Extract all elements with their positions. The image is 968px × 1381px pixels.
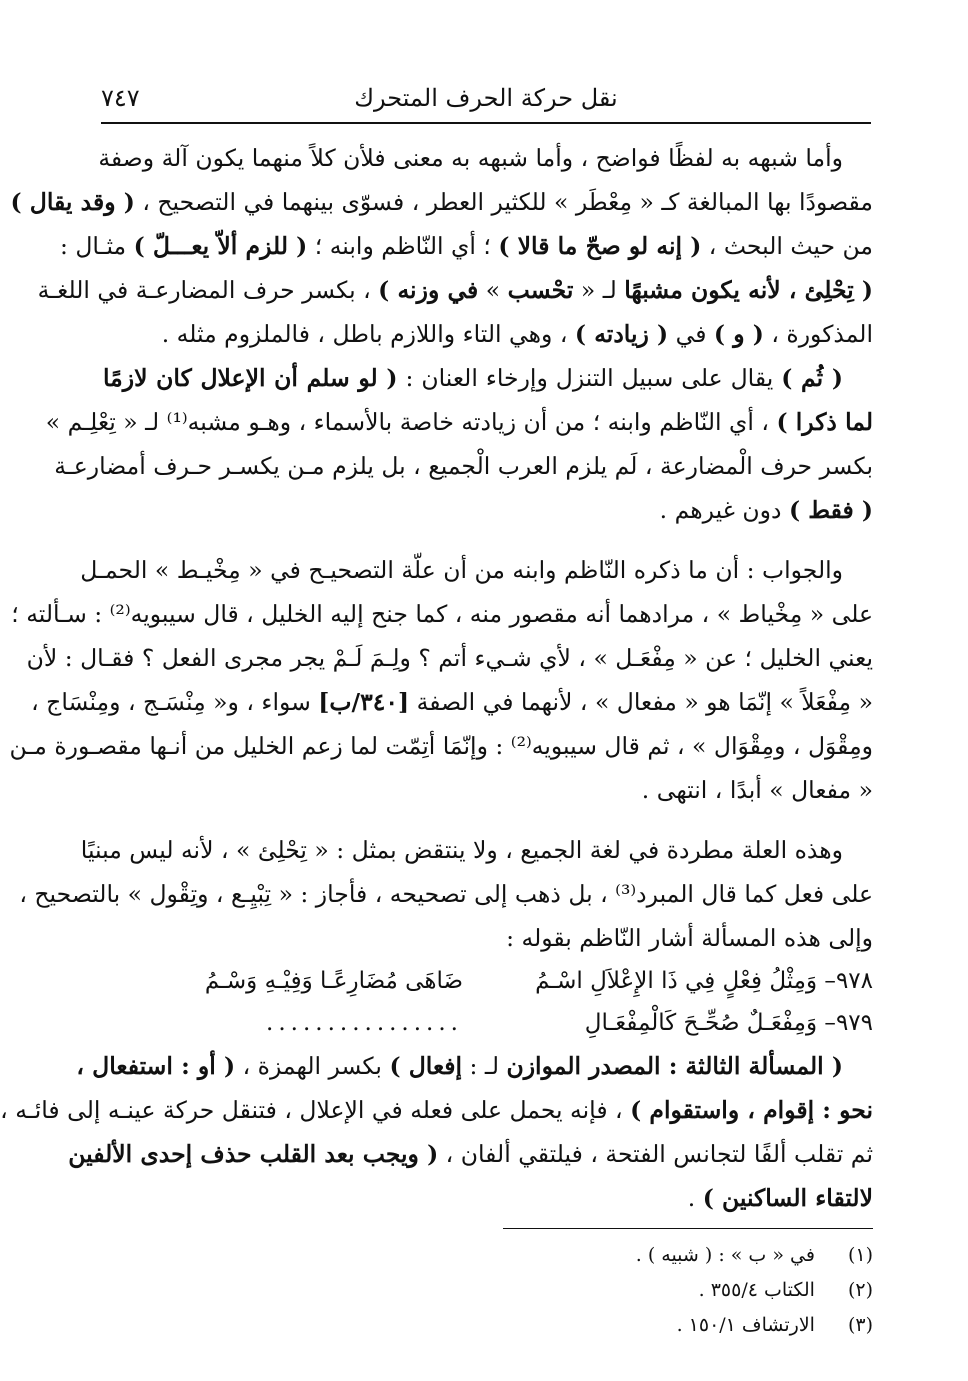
text-run: ومِقْوَل ، ومِقْوَال » ، ثم قال سيبويه⁽²⁾ : وإنّمَا أتِمّت لما زعم الخليل من أنـها مقصـورة مـن (9, 732, 873, 760)
footnote-number: (٣) (847, 1314, 873, 1336)
page-number: ٧٤٧ (101, 84, 140, 112)
text-run: ، وهي التاء واللازم باطل ، فالملزوم مثله . (161, 320, 575, 348)
text-line (54, 444, 873, 488)
verse-second-hemistich: ................ (266, 1010, 463, 1036)
bold-text-run: في وزنه ) (378, 276, 479, 304)
text-line (10, 180, 873, 224)
bold-text-run: ( ويجب بعد القلب حذف إحدى الألفين (68, 1140, 439, 1168)
footnote (273, 1308, 873, 1343)
text-run: « مفعال » أبدًا ، انتهى . (641, 776, 873, 804)
footnote-rule (503, 1228, 873, 1229)
footnote (273, 1238, 873, 1273)
text-run: دون غيرهم . (659, 496, 789, 524)
text-line (76, 1044, 873, 1088)
bold-text-run: ( ثُم ) (781, 364, 843, 392)
bold-text-run: ( أو : استفعال ، (76, 1052, 236, 1080)
bold-text-run: ( زيادته ) (574, 320, 669, 348)
text-run: ، فإنه يحمل على فعله في الإعلال ، فتنقل حركة عينـه إلى فائـه ، (0, 1096, 631, 1124)
text-run: يقال على سبيل التنزل وإرخاء العنان : (397, 364, 782, 392)
text-line (45, 400, 873, 444)
text-line (80, 548, 873, 592)
text-line (103, 916, 873, 960)
text-run: سواء ، و« مِنْسَـج ، ومِنْسَاج ، (31, 688, 319, 716)
footnote-text: الكتاب ٣٥٥/٤ . (698, 1279, 815, 1301)
footnote-number: (٢) (847, 1279, 873, 1301)
bold-text-run: إفعال ) (389, 1052, 463, 1080)
text-line (103, 1176, 873, 1220)
text-run: وإلى هذه المسألة أشار النّاظم بقوله : (506, 924, 873, 952)
bold-text-run: ( و ) (713, 320, 764, 348)
text-line (59, 224, 873, 268)
text-line (26, 636, 873, 680)
footnotes (273, 1238, 873, 1343)
text-line (11, 592, 873, 636)
footnote (273, 1273, 873, 1308)
text-line (19, 872, 873, 916)
text-line (31, 680, 873, 724)
bold-text-run: ( للزم ألاّ يعـــلّ ) (133, 232, 308, 260)
text-run: المذكورة ، (763, 320, 873, 348)
text-run: مثـال : (59, 232, 134, 260)
bold-text-run: ( المسألة الثالثة : المصدر الموازن (506, 1052, 843, 1080)
text-run: وهذه العلة مطردة في لغة الجميع ، ولا ينتقض بمثل : « تِحْلِئ » ، لأنه ليس مبنيًا (80, 836, 843, 864)
verse-first-hemistich: ٩٧٨– وَمِثْلُ فِعْلٍ فِي ذَا الإِعْلاَلِ اسْـمُ (535, 968, 873, 994)
text-run: من حيث البحث ، (701, 232, 873, 260)
text-run: لـ « (573, 276, 625, 304)
text-run: وأما شبهه به لفظًا فواضح ، وأما شبهه به معنى فلأن كلاً منهما يكون آلة وصفة (98, 144, 843, 172)
text-line (98, 136, 873, 180)
bold-text-run: لالتقاء الساكنين ) (702, 1184, 873, 1212)
footnote-text: في « ب » : ( شبيه ) . (635, 1244, 815, 1266)
text-line (103, 768, 873, 812)
text-run: . (687, 1184, 703, 1212)
text-line (68, 1132, 873, 1176)
footnote-text: الارتشاف ١٥٠/١ . (676, 1314, 815, 1336)
header-rule (101, 122, 871, 124)
text-run: والجواب : أن ما ذكره النّاظم وابنه من أن علّة التصحيـح في « مِخْيـط » الحمـل (80, 556, 843, 584)
text-line (80, 828, 873, 872)
text-line (103, 356, 873, 400)
main-text (0, 136, 873, 1220)
bold-text-run: ( وقد يقال ) (10, 188, 135, 216)
bold-text-run: ( تِحْلِئ ، لأنه يكون مشبهًا (624, 276, 873, 304)
text-run: ، بكسر حرف المضارعـة في اللغـة (37, 276, 379, 304)
verse-line (103, 960, 873, 1002)
text-run: لـ : (462, 1052, 507, 1080)
text-line (0, 1088, 873, 1132)
page-header (101, 84, 871, 118)
text-run: بكسر حرف الْمضارعة ، لَم يلزم العرب الْجميع ، بل يلزم مـن يكسـر حـرف أمضارعـة (54, 452, 873, 480)
text-run: » (478, 276, 508, 304)
text-run: مقصودًا بها المبالغة كـ « مِعْطَر » للكثير العطر ، فسوّى بينهما في التصحيح ، (134, 188, 873, 216)
text-line (103, 312, 873, 356)
text-run: على « مِخْياط » ، مرادهما أنه مقصور منه ، كما جنح إليه الخليل ، قال سيبويه⁽²⁾ : سـألته ؛ (11, 600, 873, 628)
bold-text-run: [٣٤٠/ب] (318, 688, 410, 716)
text-run: ، أي النّاظم وابنه ؛ من أن زيادته خاصة بالأسماء ، وهـو مشبه⁽¹⁾ لـ « تِعْلِـم » (45, 408, 777, 436)
verse-first-hemistich: ٩٧٩– وَمِفْعَـلٌ صُحِّـحَ كَالْمِفْعَـالِ (584, 1010, 873, 1036)
bold-text-run: لما ذكرا ) (776, 408, 873, 436)
bold-text-run: ( لو سلم أن الإعلال كان لازمًا (103, 364, 398, 392)
running-title: نقل حركة الحرف المتحرك (354, 84, 618, 112)
bold-text-run: نحو : إقوام ، واستقوام ) (630, 1096, 873, 1124)
text-run: في (668, 320, 714, 348)
verse-line (103, 1002, 873, 1044)
text-line (103, 488, 873, 532)
footnote-number: (١) (847, 1244, 873, 1266)
bold-text-run: ( إنه لو صحّ ما قالا ) (498, 232, 702, 260)
text-run: يعني الخليل ؛ عن « مِفْعَـل » ، لأي شـيء أتم ؟ ولِـمَ لَـمْ يجر مجرى الفعل ؟ فقـال : لأن (26, 644, 873, 672)
text-line (37, 268, 873, 312)
text-run: بكسر الهمزة ، (235, 1052, 390, 1080)
bold-text-run: تحْسب (507, 276, 574, 304)
text-run: ؛ أي النّاظم وابنه ؛ (307, 232, 499, 260)
text-line (9, 724, 873, 768)
bold-text-run: ( فقط ) (788, 496, 873, 524)
verse-second-hemistich: ضَاهَى مُضَارِعًـا وَفِيْـهِ وَسْـمُ (204, 968, 463, 994)
text-run: « مِفْعَلاً » إنّمَا هو « مفعال » ، لأنهما في الصفة (409, 688, 873, 716)
text-run: على فعل كما قال المبرد⁽³⁾ ، بل ذهب إلى تصحيحه ، فأجاز : « تِبْيِـع ، وتِقْول » بالتصحيح ، (19, 880, 873, 908)
text-run: ثم تقلب ألفًا لتجانس الفتحة ، فيلتقي ألفان ، (438, 1140, 873, 1168)
